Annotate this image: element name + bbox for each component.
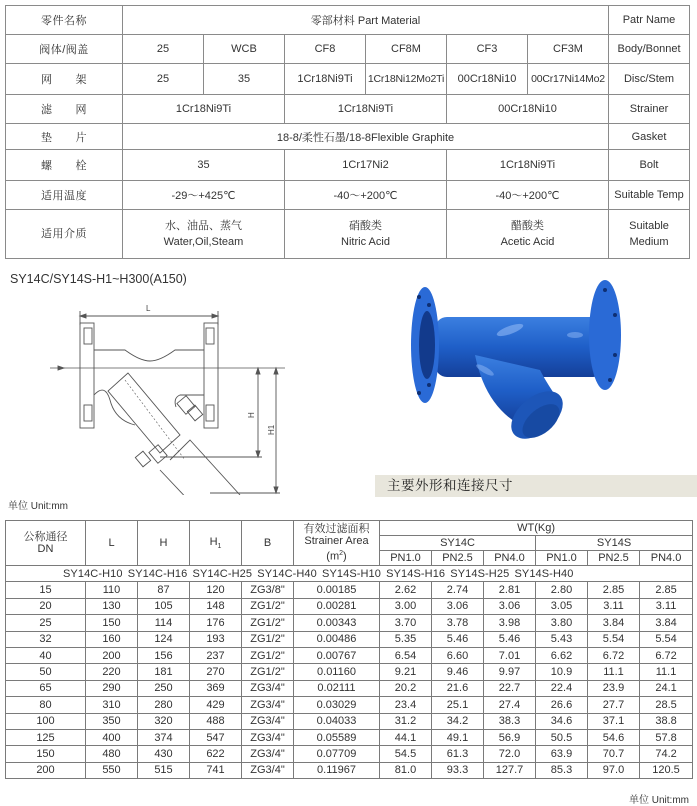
table-cell: 3.00: [380, 598, 432, 614]
svg-text:H1: H1: [267, 424, 276, 435]
table-cell: 20: [6, 598, 86, 614]
table-cell: 2.62: [380, 582, 432, 598]
table-cell: 3.11: [588, 598, 640, 614]
table-cell: 160: [86, 631, 138, 647]
h1-header: [190, 521, 242, 566]
table-cell: 10.9: [536, 664, 588, 680]
table-cell: ZG3/4": [242, 762, 294, 778]
table-cell: 429: [190, 697, 242, 713]
table-cell: ZG1/2": [242, 647, 294, 663]
table-cell: 50.5: [536, 729, 588, 745]
table-cell: 350: [86, 713, 138, 729]
pn-header: PN1.0: [380, 551, 432, 566]
table-cell: 15: [6, 582, 86, 598]
medium-cn: 硝酸类: [349, 220, 382, 232]
cell: 00Cr17Ni14Mo2: [528, 64, 609, 95]
table-cell: 250: [138, 680, 190, 696]
table-cell: 120.5: [640, 762, 693, 778]
table-cell: 32: [6, 631, 86, 647]
table-cell: 547: [190, 729, 242, 745]
table-cell: 25: [6, 615, 86, 631]
table-cell: 3.70: [380, 615, 432, 631]
part-name-en-header: Patr Name: [609, 6, 690, 35]
table-cell: 6.54: [380, 647, 432, 663]
table-cell: 0.04033: [294, 713, 380, 729]
pn-header: PN1.0: [536, 551, 588, 566]
cell: CF8: [285, 35, 366, 64]
cell: WCB: [204, 35, 285, 64]
row-label-cn: 垫 片: [6, 124, 123, 150]
area-header-cn: 有效过滤面积: [303, 522, 370, 535]
product-photo-y-strainer: [405, 275, 635, 455]
material-row-disc: [6, 64, 690, 95]
table-cell: 130: [86, 598, 138, 614]
table-cell: 480: [86, 746, 138, 762]
cell: CF3: [447, 35, 528, 64]
table-cell: 2.80: [536, 582, 588, 598]
strainer-area-header: [294, 521, 380, 566]
dn-header: [6, 521, 86, 566]
dn-header-cn: 公称通径: [23, 530, 68, 543]
row-label-cn: 螺 栓: [6, 150, 123, 181]
cell: 1Cr18Ni12Mo2Ti: [366, 64, 447, 95]
table-cell: 181: [138, 664, 190, 680]
table-row: [6, 762, 693, 778]
table-cell: 6.72: [588, 647, 640, 663]
part-material-header: 零部材料 Part Material: [123, 6, 609, 35]
table-cell: 65: [6, 680, 86, 696]
table-cell: 6.60: [432, 647, 484, 663]
cell: 25: [123, 35, 204, 64]
cell: CF3M: [528, 35, 609, 64]
table-cell: 3.98: [484, 615, 536, 631]
table-cell: 3.84: [588, 615, 640, 631]
table-cell: 550: [86, 762, 138, 778]
table-cell: 5.43: [536, 631, 588, 647]
cell: [447, 210, 609, 259]
cell: [123, 210, 285, 259]
row-label-en: Bolt: [609, 150, 690, 181]
unit-post: ): [343, 550, 347, 563]
table-row: [6, 631, 693, 647]
table-cell: 150: [86, 615, 138, 631]
cell: CF8M: [366, 35, 447, 64]
weight-header: WT(Kg): [380, 521, 693, 536]
table-row: [6, 647, 693, 663]
cell: -40～+200℃: [447, 181, 609, 210]
material-row-body: [6, 35, 690, 64]
table-cell: 40: [6, 647, 86, 663]
h1-sub: 1: [217, 543, 222, 551]
row-label-en: Gasket: [609, 124, 690, 150]
table-cell: 515: [138, 762, 190, 778]
table-cell: 290: [86, 680, 138, 696]
cell: [285, 210, 447, 259]
table-cell: 5.54: [588, 631, 640, 647]
dimension-table-body: [6, 582, 693, 779]
table-cell: 488: [190, 713, 242, 729]
table-cell: 0.00281: [294, 598, 380, 614]
row-label-cn: 网 架: [6, 64, 123, 95]
svg-text:H: H: [247, 412, 256, 418]
area-header-unit: [294, 548, 379, 563]
table-cell: 0.02111: [294, 680, 380, 696]
table-cell: ZG1/2": [242, 664, 294, 680]
table-cell: ZG1/2": [242, 598, 294, 614]
table-row: [6, 729, 693, 745]
cell: -40～+200℃: [285, 181, 447, 210]
table-cell: 56.9: [484, 729, 536, 745]
table-cell: 374: [138, 729, 190, 745]
table-cell: 38.3: [484, 713, 536, 729]
row-label-cn: 阀体/阀盖: [6, 35, 123, 64]
cell: 1Cr18Ni9Ti: [123, 95, 285, 124]
unit-label: 单位 Unit:mm: [629, 795, 689, 806]
table-cell: 20.2: [380, 680, 432, 696]
pn-header: PN4.0: [640, 551, 693, 566]
table-cell: 26.6: [536, 697, 588, 713]
material-table: [5, 5, 690, 259]
table-cell: 9.46: [432, 664, 484, 680]
table-cell: 741: [190, 762, 242, 778]
table-cell: 34.6: [536, 713, 588, 729]
medium-en: Nitric Acid: [341, 236, 390, 248]
table-cell: 80: [6, 697, 86, 713]
table-cell: 50: [6, 664, 86, 680]
table-cell: 110: [86, 582, 138, 598]
table-cell: 38.8: [640, 713, 693, 729]
model-codes: SY14C-H10 SY14C-H16 SY14C-H25 SY14C-H40 SY14S-H10 SY14S-H16 SY14S-H25 SY14S-H40: [6, 566, 693, 582]
table-cell: 430: [138, 746, 190, 762]
table-cell: 200: [86, 647, 138, 663]
table-cell: 0.00767: [294, 647, 380, 663]
header-row-1: [6, 521, 693, 536]
table-cell: 0.03029: [294, 697, 380, 713]
table-cell: 85.3: [536, 762, 588, 778]
table-cell: 27.4: [484, 697, 536, 713]
pn-header: PN2.5: [588, 551, 640, 566]
cell: 35: [204, 64, 285, 95]
table-cell: 81.0: [380, 762, 432, 778]
label-line: Medium: [629, 236, 669, 248]
table-cell: 310: [86, 697, 138, 713]
medium-cn: 水、油品、蒸气: [165, 220, 242, 232]
table-cell: 24.1: [640, 680, 693, 696]
table-cell: 3.11: [640, 598, 693, 614]
table-cell: 63.9: [536, 746, 588, 762]
table-cell: 31.2: [380, 713, 432, 729]
unit-pre: (m: [326, 550, 340, 563]
area-header-en: Strainer Area: [304, 535, 369, 548]
unit-label: 单位 Unit:mm: [8, 501, 68, 512]
table-cell: 5.54: [640, 631, 693, 647]
h1-main: H: [209, 535, 218, 548]
table-row: [6, 664, 693, 680]
cell: 00Cr18Ni10: [447, 64, 528, 95]
l-header: L: [86, 521, 138, 566]
table-row: [6, 598, 693, 614]
material-header-row: [6, 6, 690, 35]
table-cell: 0.11967: [294, 762, 380, 778]
table-cell: 37.1: [588, 713, 640, 729]
dn-header-en: DN: [37, 543, 54, 555]
table-cell: 193: [190, 631, 242, 647]
table-cell: 28.5: [640, 697, 693, 713]
table-cell: 105: [138, 598, 190, 614]
table-cell: 320: [138, 713, 190, 729]
cell: -29～+425℃: [123, 181, 285, 210]
table-cell: 270: [190, 664, 242, 680]
table-cell: 0.05589: [294, 729, 380, 745]
row-label-en: Disc/Stem: [609, 64, 690, 95]
table-cell: 0.00486: [294, 631, 380, 647]
table-cell: ZG3/8": [242, 582, 294, 598]
b-header: B: [242, 521, 294, 566]
table-cell: 156: [138, 647, 190, 663]
table-cell: 74.2: [640, 746, 693, 762]
table-cell: 49.1: [432, 729, 484, 745]
table-row: [6, 746, 693, 762]
label-line: Suitable: [629, 220, 669, 232]
sy14s-header: SY14S: [536, 536, 693, 551]
medium-en: Acetic Acid: [500, 236, 555, 248]
cell: 1Cr17Ni2: [285, 150, 447, 181]
table-cell: 237: [190, 647, 242, 663]
table-cell: 54.6: [588, 729, 640, 745]
table-cell: 23.9: [588, 680, 640, 696]
table-cell: 3.84: [640, 615, 693, 631]
table-cell: 5.46: [432, 631, 484, 647]
table-cell: 124: [138, 631, 190, 647]
part-name-cn-header: 零件名称: [6, 6, 123, 35]
medium-en: Water,Oil,Steam: [163, 236, 244, 248]
table-cell: 0.01160: [294, 664, 380, 680]
table-cell: 97.0: [588, 762, 640, 778]
table-row: [6, 615, 693, 631]
row-label-en: [609, 210, 690, 259]
cell: 35: [123, 150, 285, 181]
table-cell: 27.7: [588, 697, 640, 713]
cell: 1Cr18Ni9Ti: [285, 64, 366, 95]
table-cell: 11.1: [588, 664, 640, 680]
table-cell: ZG1/2": [242, 631, 294, 647]
table-cell: 22.7: [484, 680, 536, 696]
table-row: [6, 713, 693, 729]
table-cell: ZG1/2": [242, 615, 294, 631]
table-cell: 87: [138, 582, 190, 598]
row-label-en: Suitable Temp: [609, 181, 690, 210]
table-cell: 5.46: [484, 631, 536, 647]
table-cell: 57.8: [640, 729, 693, 745]
table-cell: 120: [190, 582, 242, 598]
row-label-cn: 滤 网: [6, 95, 123, 124]
table-cell: 22.4: [536, 680, 588, 696]
material-row-medium: [6, 210, 690, 259]
table-cell: 3.06: [484, 598, 536, 614]
material-row-strainer: [6, 95, 690, 124]
table-cell: 6.72: [640, 647, 693, 663]
strainer-technical-drawing: [40, 295, 300, 495]
cell: 1Cr18Ni9Ti: [447, 150, 609, 181]
table-cell: 114: [138, 615, 190, 631]
table-cell: 70.7: [588, 746, 640, 762]
material-row-temp: [6, 181, 690, 210]
h-header: H: [138, 521, 190, 566]
table-cell: 3.80: [536, 615, 588, 631]
unit-sup: 2: [339, 549, 344, 557]
table-cell: 61.3: [432, 746, 484, 762]
table-cell: 54.5: [380, 746, 432, 762]
table-cell: 5.35: [380, 631, 432, 647]
table-row: [6, 582, 693, 598]
table-cell: 0.00185: [294, 582, 380, 598]
medium-cn: 醋酸类: [511, 220, 544, 232]
cell: 18-8/柔性石墨/18-8Flexible Graphite: [123, 124, 609, 150]
table-cell: 3.05: [536, 598, 588, 614]
table-cell: 2.74: [432, 582, 484, 598]
section-caption: 主要外形和连接尺寸: [375, 475, 697, 497]
material-row-bolt: [6, 150, 690, 181]
table-cell: 369: [190, 680, 242, 696]
row-label-cn: 适用温度: [6, 181, 123, 210]
table-row: [6, 680, 693, 696]
table-cell: 127.7: [484, 762, 536, 778]
table-cell: 2.85: [640, 582, 693, 598]
table-cell: 25.1: [432, 697, 484, 713]
svg-text:L: L: [146, 304, 151, 313]
dimension-weight-table: [5, 520, 693, 779]
table-cell: 150: [6, 746, 86, 762]
row-label-cn: 适用介质: [6, 210, 123, 259]
cell: 00Cr18Ni10: [447, 95, 609, 124]
table-cell: 176: [190, 615, 242, 631]
table-cell: 2.81: [484, 582, 536, 598]
pn-header: PN2.5: [432, 551, 484, 566]
table-cell: ZG3/4": [242, 713, 294, 729]
row-label-en: Strainer: [609, 95, 690, 124]
table-cell: 0.07709: [294, 746, 380, 762]
table-cell: 93.3: [432, 762, 484, 778]
table-cell: 220: [86, 664, 138, 680]
table-cell: ZG3/4": [242, 680, 294, 696]
model-codes-row: [6, 566, 693, 582]
material-row-gasket: [6, 124, 690, 150]
table-cell: 0.00343: [294, 615, 380, 631]
cell: 1Cr18Ni9Ti: [285, 95, 447, 124]
table-cell: ZG3/4": [242, 697, 294, 713]
table-cell: 622: [190, 746, 242, 762]
cell: 25: [123, 64, 204, 95]
pn-header: PN4.0: [484, 551, 536, 566]
model-title: SY14C/SY14S-H1~H300(A150): [10, 272, 187, 286]
table-cell: 100: [6, 713, 86, 729]
table-cell: 7.01: [484, 647, 536, 663]
table-cell: 11.1: [640, 664, 693, 680]
table-cell: 3.06: [432, 598, 484, 614]
table-cell: 6.62: [536, 647, 588, 663]
table-cell: 21.6: [432, 680, 484, 696]
table-cell: ZG3/4": [242, 729, 294, 745]
table-cell: 200: [6, 762, 86, 778]
table-cell: 44.1: [380, 729, 432, 745]
table-cell: ZG3/4": [242, 746, 294, 762]
table-cell: 34.2: [432, 713, 484, 729]
row-label-en: Body/Bonnet: [609, 35, 690, 64]
table-cell: 9.21: [380, 664, 432, 680]
table-row: [6, 697, 693, 713]
table-cell: 125: [6, 729, 86, 745]
table-cell: 280: [138, 697, 190, 713]
table-cell: 2.85: [588, 582, 640, 598]
table-cell: 9.97: [484, 664, 536, 680]
table-cell: 400: [86, 729, 138, 745]
table-cell: 72.0: [484, 746, 536, 762]
sy14c-header: SY14C: [380, 536, 536, 551]
table-cell: 23.4: [380, 697, 432, 713]
table-cell: 148: [190, 598, 242, 614]
table-cell: 3.78: [432, 615, 484, 631]
